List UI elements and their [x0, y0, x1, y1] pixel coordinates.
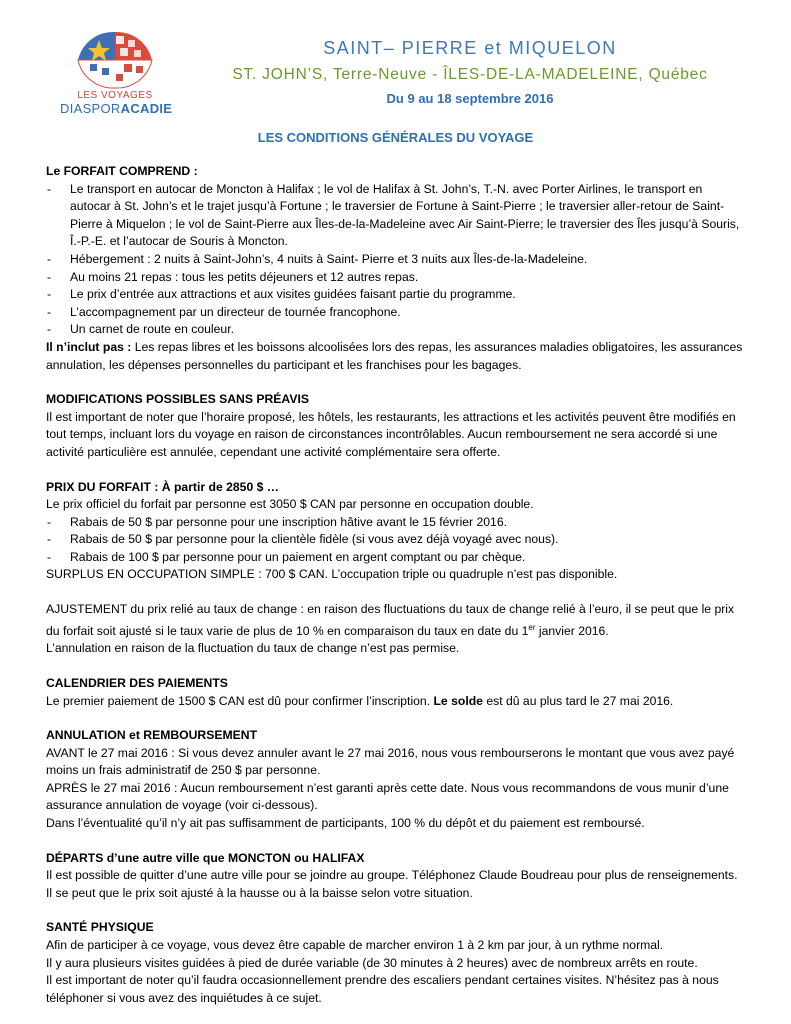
list-item: - Rabais de 50 $ par personne pour une inscription hâtive avant le 15 février 2016. [46, 514, 746, 532]
sante-line1: Afin de participer à ce voyage, vous devez être capable de marcher environ 1 à 2 km par jour, à un rythme normal. [46, 938, 664, 953]
list-item: - Le prix d’entrée aux attractions et aux visites guidées faisant partie du programme. [46, 286, 746, 304]
exclusions-paragraph [46, 339, 746, 374]
logo-wordmark-part1: DIASPOR [60, 101, 121, 116]
trip-title: SAINT– PIERRE et MIQUELON [323, 38, 617, 58]
logo-wordmark [60, 101, 173, 116]
conditions-title: LES CONDITIONS GÉNÉRALES DU VOYAGE [257, 130, 534, 145]
prix-intro: Le prix officiel du forfait par personne est 3050 $ CAN par personne en occupation double. [46, 497, 534, 512]
solde-label: Le solde [433, 693, 483, 708]
list-item: - Le transport en autocar de Moncton à Halifax ; le vol de Halifax à St. John’s, T.-N. avec Porter Airlines, le transport en autocar à St. John’s et le trajet jusqu’à Fortune ; le traversier de Fortune à Saint-Pierre ; le traversier aller-retour de Saint-Pierre à Miquelon ; le vol de Saint-Pierre aux Îles-de-la-Madeleine avec Air Saint-Pierre; le traversier des Îles jusqu’à Souris, Î.-P.-E. et l’autocar de Souris à Moncton. [46, 181, 746, 251]
modifications-text: Il est important de noter que l’horaire proposé, les hôtels, les restaurants, les attractions et les activités peuvent être modifiés en tout temps, incluant lors du voyage en raison de circonstances incontrôlables. Aucun remboursement ne sera accordé si une activité particulière est annulée, cependant une activité complémentaire sera offerte. [46, 409, 736, 459]
list-item: - Un carnet de route en couleur. [46, 321, 746, 339]
sante-line2: Il y aura plusieurs visites guidées à pied de durée variable (de 30 minutes à 2 heures) avec de nombreux arrêts en route. [46, 955, 698, 970]
logo-wordmark-part2: ACADIE [120, 101, 173, 116]
surplus-text: SURPLUS EN OCCUPATION SIMPLE : 700 $ CAN. L’occupation triple ou quadruple n’est pas disponible. [46, 567, 618, 582]
annulation-change-note: L’annulation en raison de la fluctuation du taux de change n’est pas permise. [46, 641, 460, 656]
departs-text: Il est possible de quitter d’une autre ville pour se joindre au groupe. Téléphonez Claude Boudreau pour plus de renseignements. Il se peut que le prix soit ajusté à la hausse ou à la baisse selon votre situation. [46, 868, 738, 900]
exclusions-label: Il n’inclut pas : [46, 339, 132, 354]
calendrier-text-part2: est dû au plus tard le 27 mai 2016. [482, 693, 674, 708]
calendrier-heading: CALENDRIER DES PAIEMENTS [46, 675, 228, 690]
trip-dates: Du 9 au 18 septembre 2016 [386, 91, 554, 106]
calendrier-text [46, 693, 746, 711]
exclusions-text: Les repas libres et les boissons alcoolisées lors des repas, les assurances maladies obligatoires, les assurances annulation, les dépenses personnelles du participant et les franchises pour les bagages. [46, 339, 743, 372]
ajustement-text-part2: janvier 2016. [535, 623, 609, 638]
ajustement-text-part1: AJUSTEMENT du prix relié au taux de change : en raison des fluctuations du taux de change relié à l’euro, il se peut que le prix du forfait soit ajusté si le taux varie de plus de 10 % en comparaison du taux en date du 1 [46, 602, 735, 638]
annulation-avant: AVANT le 27 mai 2016 : Si vous devez annuler avant le 27 mai 2016, nous vous rembourserons le montant que vous avez payé moins un frais administratif de 250 $ par personne. [46, 745, 735, 778]
document-body [46, 163, 746, 1007]
rabais-list [46, 514, 746, 567]
prix-heading: PRIX DU FORFAIT : À partir de 2850 $ … [46, 479, 279, 494]
list-item: - Rabais de 100 $ par personne pour un paiement en argent comptant ou par chèque. [46, 549, 746, 567]
document-header [0, 0, 791, 125]
sante-line3: Il est important de noter qu’il faudra occasionnellement prendre des escaliers pendant certaines visites. N’hésitez pas à nous téléphoner si vous avez des inquiétudes à ce sujet. [46, 973, 719, 1005]
ajustement-text [46, 601, 746, 640]
departs-heading: DÉPARTS d’une autre ville que MONCTON ou HALIFAX [46, 850, 365, 865]
forfait-list [46, 181, 746, 339]
modifications-heading: MODIFICATIONS POSSIBLES SANS PRÉAVIS [46, 392, 309, 407]
list-item: - Rabais de 50 $ par personne pour la clientèle fidèle (si vous avez déjà voyagé avec nous). [46, 531, 746, 549]
annulation-apres: APRÈS le 27 mai 2016 : Aucun remboursement n’est garanti après cette date. Nous vous recommandons de vous munir d’une assurance annulation de voyage (voir ci-dessous). [46, 780, 729, 813]
annulation-eventualite: Dans l’éventualité qu’il n’y ait pas suffisamment de participants, 100 % du dépôt et du paiement est remboursé. [46, 816, 645, 831]
sante-heading: SANTÉ PHYSIQUE [46, 920, 154, 935]
forfait-heading: Le FORFAIT COMPREND : [46, 164, 198, 178]
list-item: - Hébergement : 2 nuits à Saint-John’s, 4 nuits à Saint- Pierre et 3 nuits aux Îles-de-la-Madeleine. [46, 251, 746, 269]
annulation-heading: ANNULATION et REMBOURSEMENT [46, 728, 258, 743]
voyages-diasporacadie-logo [60, 28, 173, 118]
list-item: - Au moins 21 repas : tous les petits déjeuners et 12 autres repas. [46, 269, 746, 287]
ajustement-superscript: er [528, 622, 536, 632]
acadian-flag-icon [72, 28, 158, 90]
trip-subtitle: ST. JOHN’S, Terre-Neuve - ÎLES-DE-LA-MADELEINE, Québec [232, 66, 708, 83]
logo-tagline: LES VOYAGES [77, 90, 153, 101]
list-item: - L’accompagnement par un directeur de tournée francophone. [46, 304, 746, 322]
calendrier-text-part1: Le premier paiement de 1500 $ CAN est dû pour confirmer l’inscription. [46, 693, 434, 708]
